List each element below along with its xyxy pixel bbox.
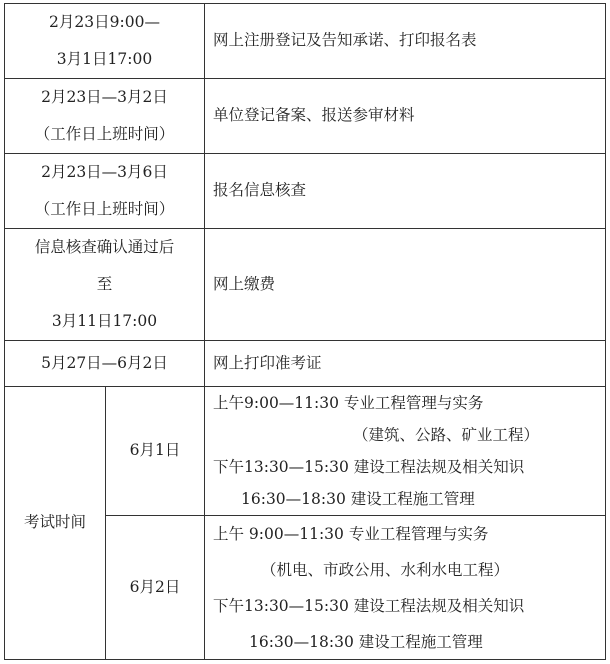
exam-session-line: 16:30—18:30 建设工程施工管理 [249,633,483,651]
time-line: 至 [96,275,113,293]
exam-sessions-cell [205,387,606,516]
time-line: 信息核查确认通过后 [34,238,175,256]
time-line: （工作日上班时间） [34,125,175,143]
task-cell: 网上缴费 [205,229,606,341]
time-line: 2月23日—3月6日 [41,163,168,181]
exam-session-line: 下午13:30—15:30 建设工程法规及相关知识 [213,597,525,615]
table-row [5,341,606,387]
task-cell: 报名信息核查 [205,154,606,229]
time-cell [5,229,205,341]
exam-subject-note: （建筑、公路、矿业工程） [353,426,540,444]
time-line: 5月27日—6月2日 [41,353,168,372]
exam-sessions-cell [205,516,606,660]
exam-session-line: 上午 9:00—11:30 专业工程管理与实务 [213,525,489,543]
table-row [5,154,606,229]
time-line: 3月11日17:00 [51,312,158,330]
time-cell [5,79,205,154]
table-row [5,229,606,341]
exam-date-cell: 6月2日 [106,516,205,660]
time-line: 2月23日—3月2日 [41,88,168,106]
time-line: （工作日上班时间） [34,200,175,218]
task-cell: 单位登记备案、报送参审材料 [205,79,606,154]
table-row [5,387,606,516]
exam-schedule-table [4,3,606,660]
table-row [5,79,606,154]
exam-session-line: 16:30—18:30 建设工程施工管理 [241,490,475,508]
exam-date-cell: 6月1日 [106,387,205,516]
exam-time-label: 考试时间 [5,387,106,660]
exam-session-line: 下午13:30—15:30 建设工程法规及相关知识 [213,458,525,476]
exam-session-line: 上午9:00—11:30 专业工程管理与实务 [213,394,484,412]
table-row [5,4,606,79]
time-line: 2月23日9:00— [49,13,160,31]
time-cell [5,4,205,79]
task-cell: 网上打印准考证 [205,341,606,387]
exam-subject-note: （机电、市政公用、水利水电工程） [261,561,510,579]
time-cell [5,154,205,229]
time-cell [5,341,205,387]
task-cell: 网上注册登记及告知承诺、打印报名表 [205,4,606,79]
time-line: 3月1日17:00 [56,50,153,68]
